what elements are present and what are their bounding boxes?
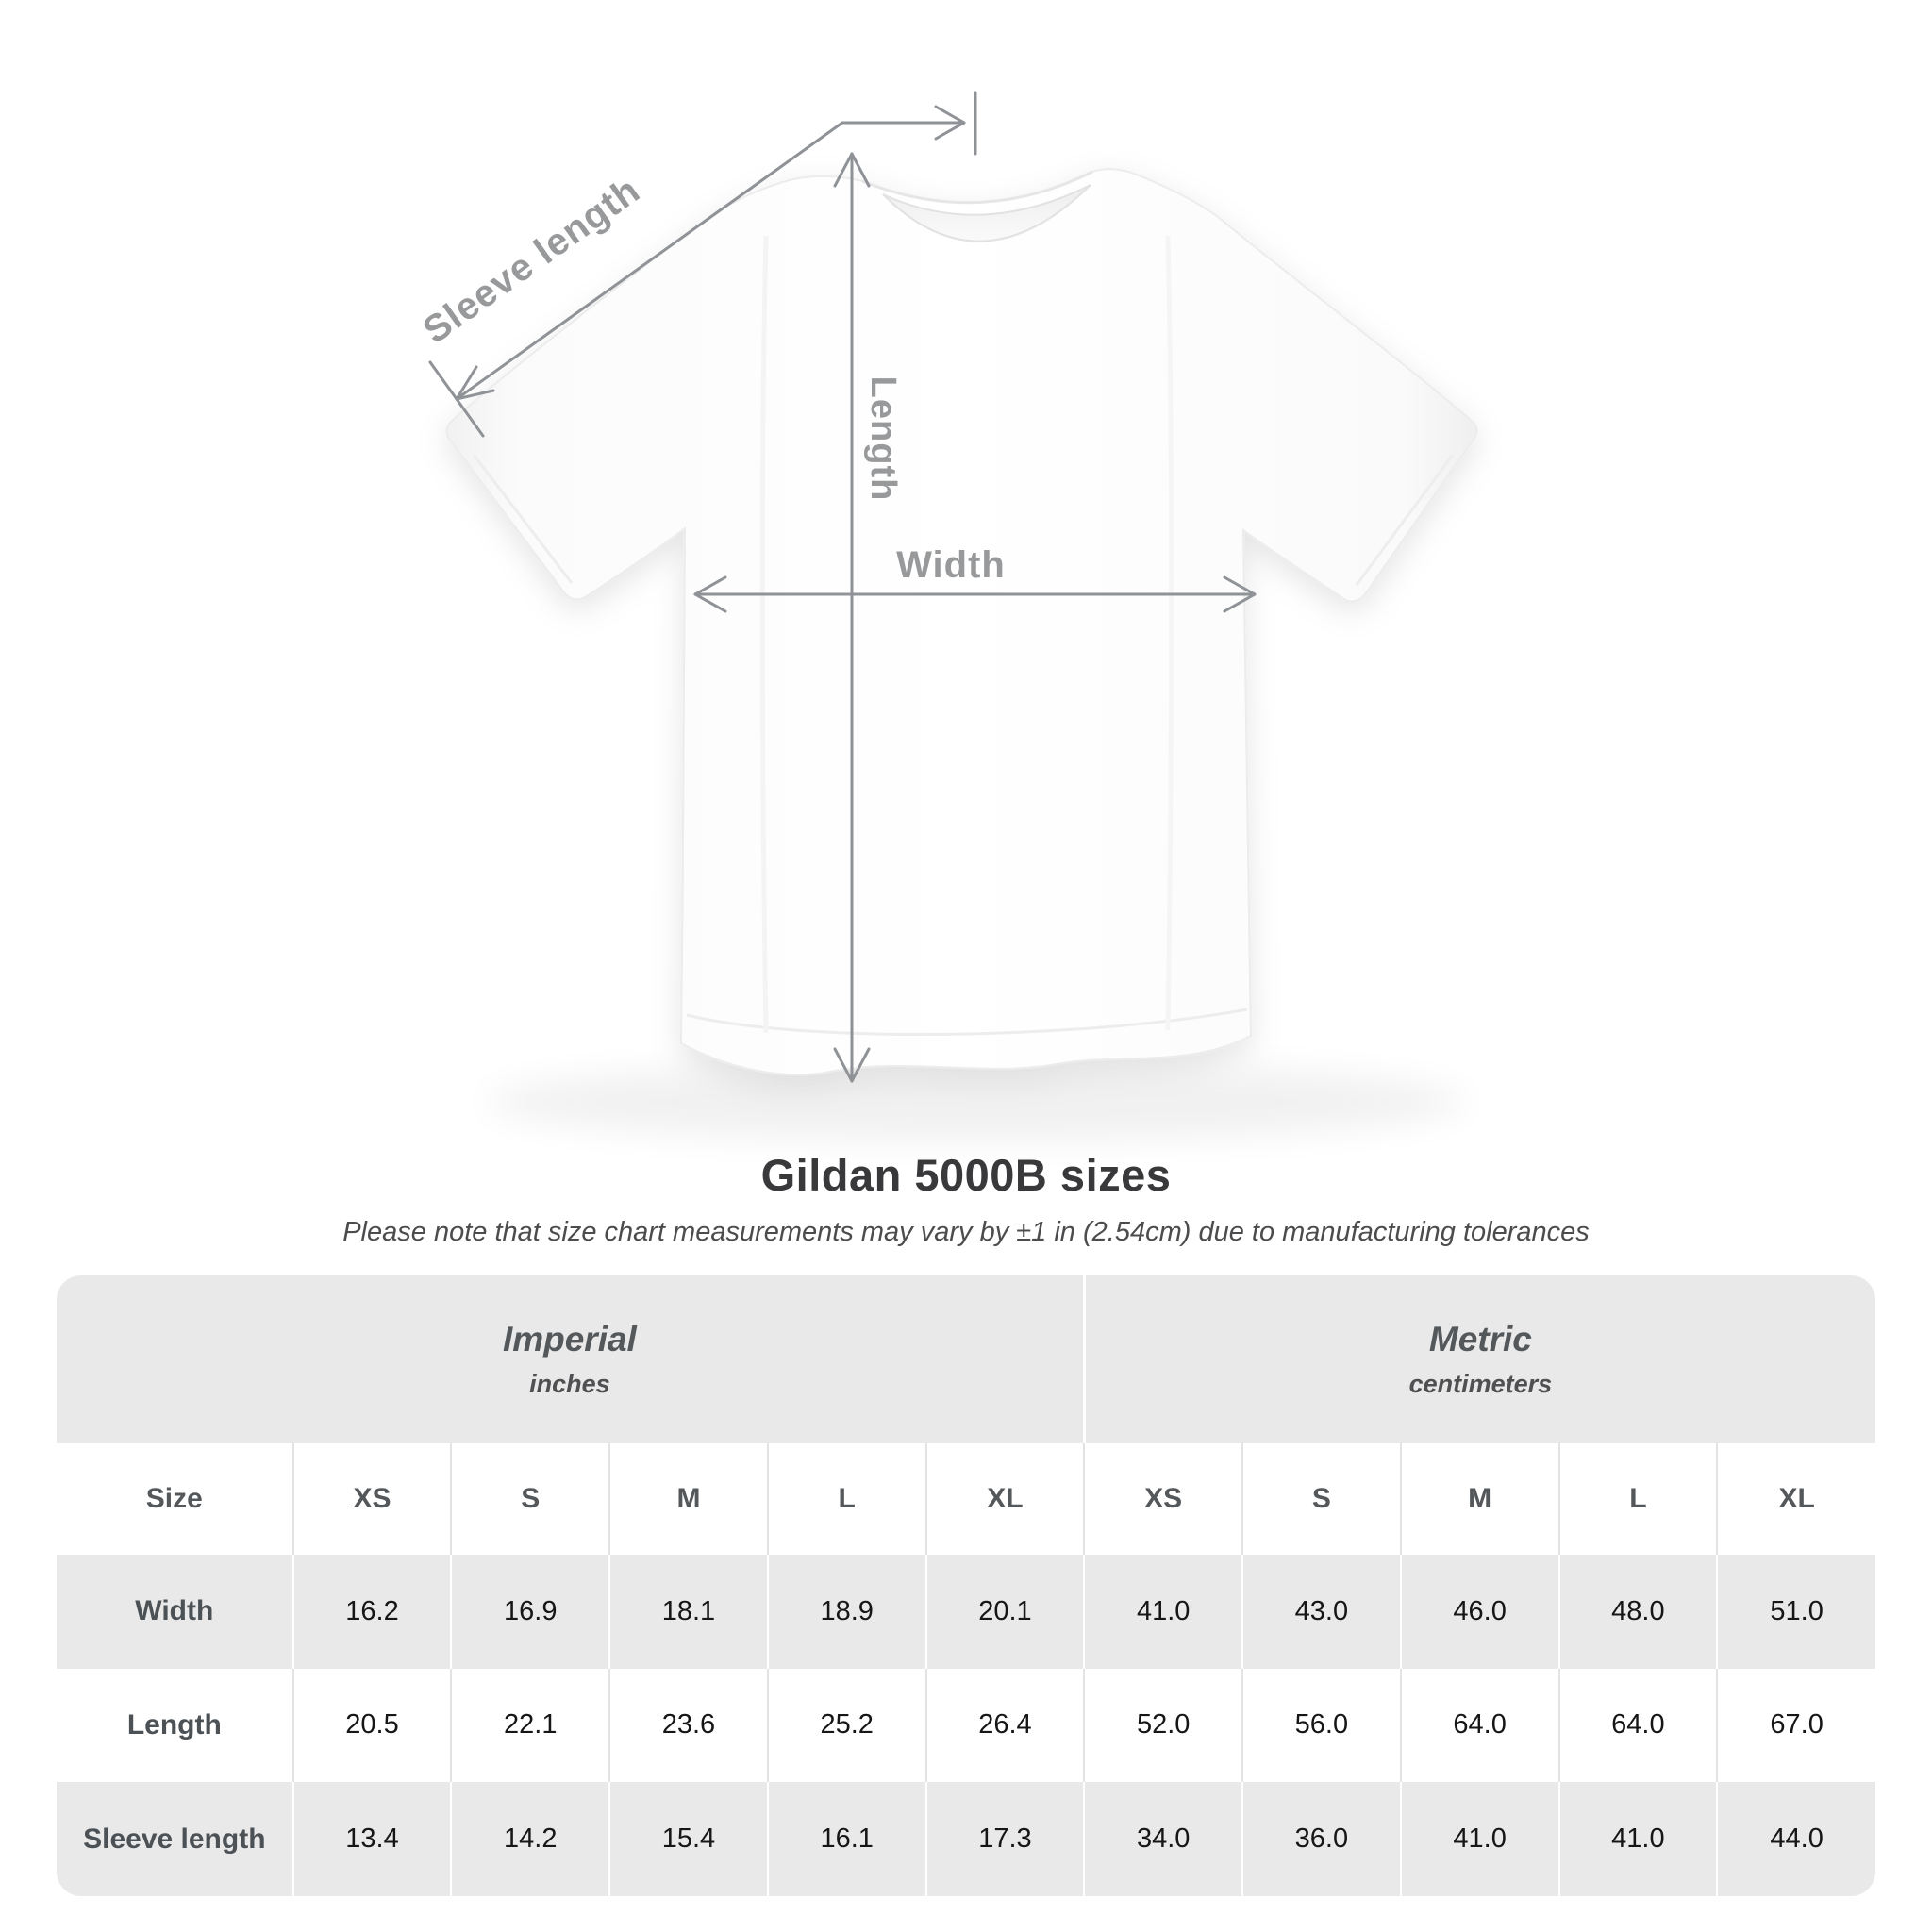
value-cell: 17.3 [926,1782,1085,1896]
value-cell: 51.0 [1717,1555,1875,1669]
value-cell: 20.5 [293,1669,452,1783]
length-label: Length [862,375,903,502]
value-cell: 25.2 [768,1669,926,1783]
value-cell: 20.1 [926,1555,1085,1669]
length-row [57,1669,1875,1783]
page-title: Gildan 5000B sizes [760,1150,1172,1200]
imperial-group-header [57,1275,1084,1443]
value-cell: 46.0 [1401,1555,1559,1669]
value-cell: 67.0 [1717,1669,1875,1783]
size-col-header-imperial-xs: XS [293,1443,452,1555]
tolerance-note: Please note that size chart measurements may vary by ±1 in (2.54cm) due to manufacturing tolerances [342,1217,1590,1247]
size-col-header-imperial-l: L [768,1443,926,1555]
value-cell: 41.0 [1401,1782,1559,1896]
metric-group-header [1084,1275,1875,1443]
row-label: Length [126,1708,222,1740]
value-cell: 16.1 [768,1782,926,1896]
value-cell: 18.1 [609,1555,768,1669]
width-row [57,1555,1875,1669]
size-chart-table-container [57,1275,1875,1896]
value-cell: 18.9 [768,1555,926,1669]
value-cell: 41.0 [1084,1555,1242,1669]
size-col-header-metric-xs: XS [1084,1443,1242,1555]
sleeve-length-label: Sleeve length [415,169,648,352]
size-col-header-metric-xl: XL [1717,1443,1875,1555]
shirt-ground-shadow [486,1062,1467,1141]
value-cell: 14.2 [451,1782,609,1896]
size-col-header-imperial-xl: XL [926,1443,1085,1555]
size-col-header-imperial-m: M [609,1443,768,1555]
metric-sublabel: centimeters [1408,1370,1553,1399]
value-cell: 26.4 [926,1669,1085,1783]
size-column-title: Size [57,1443,293,1555]
value-cell: 44.0 [1717,1782,1875,1896]
value-cell: 23.6 [609,1669,768,1783]
size-col-header-metric-s: S [1242,1443,1401,1555]
value-cell: 22.1 [451,1669,609,1783]
imperial-sublabel: inches [529,1370,610,1399]
value-cell: 48.0 [1559,1555,1718,1669]
value-cell: 64.0 [1559,1669,1718,1783]
value-cell: 41.0 [1559,1782,1718,1896]
sleeve-top-extension-arrow [842,92,975,154]
value-cell: 52.0 [1084,1669,1242,1783]
value-cell: 43.0 [1242,1555,1401,1669]
value-cell: 34.0 [1084,1782,1242,1896]
size-chart-table [57,1275,1875,1896]
sleeve-length-row [57,1782,1875,1896]
tshirt-illustration [446,169,1476,1074]
value-cell: 64.0 [1401,1669,1559,1783]
value-cell: 56.0 [1242,1669,1401,1783]
metric-label: Metric [1428,1319,1532,1358]
row-label: Sleeve length [83,1823,266,1855]
value-cell: 16.9 [451,1555,609,1669]
value-cell: 13.4 [293,1782,452,1896]
value-cell: 36.0 [1242,1782,1401,1896]
size-col-header-metric-l: L [1559,1443,1718,1555]
row-label: Width [135,1595,214,1627]
size-header-row [57,1443,1875,1555]
imperial-label: Imperial [502,1319,637,1358]
value-cell: 15.4 [609,1782,768,1896]
width-label: Width [896,544,1006,586]
size-col-header-imperial-s: S [451,1443,609,1555]
unit-group-header-row [57,1275,1875,1443]
size-col-header-metric-m: M [1401,1443,1559,1555]
value-cell: 16.2 [293,1555,452,1669]
tshirt-body [446,169,1476,1074]
